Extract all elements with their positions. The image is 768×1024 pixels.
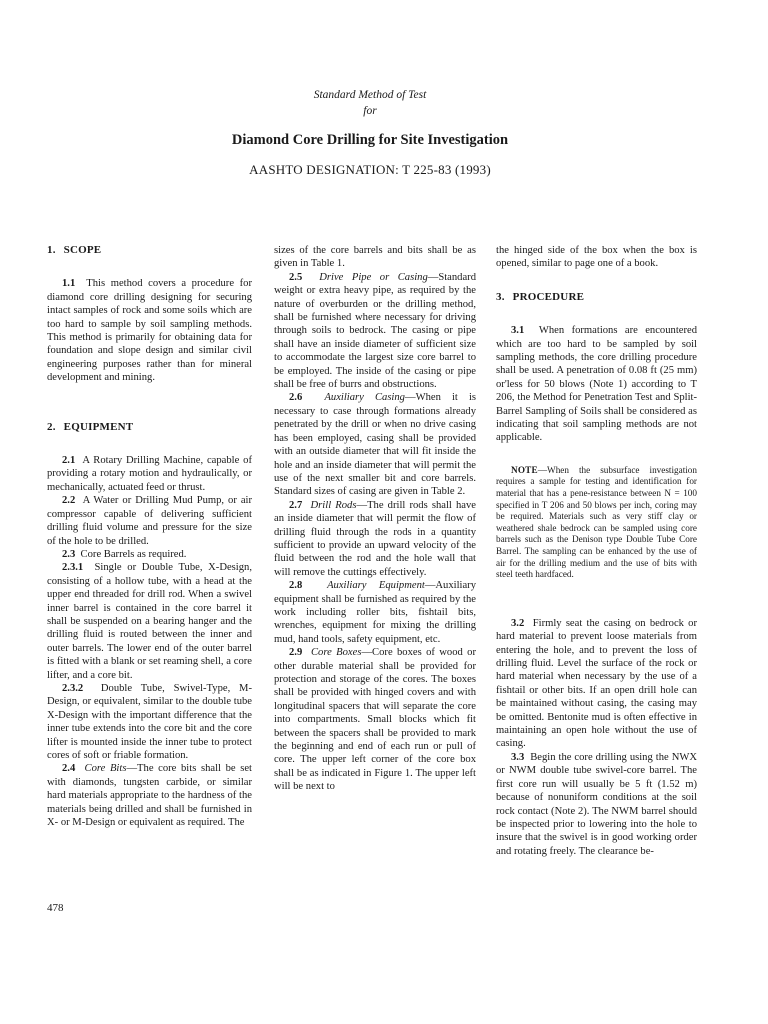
column-2 <box>274 244 476 794</box>
page-number: 478 <box>47 902 64 914</box>
paragraph-2-9: 2.9 Core Boxes—Core boxes of wood or other durable material shall be provided for protection and storage of the cores. The boxes shall be provided with hinged covers and with longitudinal spacers that will separate the core into compartments. Small blocks which fit between the spacers shall be provided to mark the beginning and end of each run or pull of core. The upper left corner of the core box shall be as indicated in Figure 1. The upper left will be next to <box>274 647 477 793</box>
paragraph-2-5: 2.5 Drive Pipe or Casing—Standard weight or extra heavy pipe, as required by the nature of overburden or the drilling method, shall be furnished where necessary for driving through soils to bedrock. The casing or pipe shall have an inside diameter of sufficient size to accommodate the largest size core barrel to be employed. The inside of the casing or pipe shall be free of burrs and obstructions. <box>274 271 477 391</box>
paragraph-1-1: 1.1 This method covers a procedure for diamond core drilling designing for securing intact samples of rock and some soils which are too hard to sample by soil sampling methods. This method is primarily for obtaining data for foundation and slope design and similar civil engineering purposes rather than for mineral development and mining. <box>47 278 252 384</box>
header-for: for <box>363 105 377 117</box>
paragraph-2-6: 2.6 Auxiliary Casing—When it is necessary to case through formations already penetrated by the drill or when no drive casing has been employed, casing shall be provided with an outside diameter that will fit inside the hole and an inside diameter that will permit the use of the next smaller bit and core barrels. Standard sizes of casing are given in Table 2. <box>274 392 477 498</box>
paragraph-2-2: 2.2 A Water or Drilling Mud Pump, or air compressor capable of delivering sufficient drilling fluid volume and pressure for the size of the hole to be drilled. <box>47 495 252 547</box>
paragraph-3-3: 3.3 Begin the core drilling using the NWX or NWM double tube swivel-core barrel. The first core run will usually be 5 ft (1.52 m) because of nonuniform conditions at the soil rock contact (Note 2). The NWM barrel should be inspected prior to lowering into the hole to insure that the swivel is in good working order and rotating freely. The clearance be- <box>496 751 697 857</box>
paragraph-2-8: 2.8 Auxiliary Equipment—Auxiliary equipment shall be furnished as required by the work including roller bits, fishtail bits, wrenches, equipment for mixing the drilling mud, hand tools, safety equipment, etc. <box>274 580 477 645</box>
paragraph-2-3: 2.3 Core Barrels as required. <box>62 548 187 560</box>
column-1 <box>47 244 252 829</box>
paragraph-2-3-1: 2.3.1 Single or Double Tube, X-Design, consisting of a hollow tube, with a head at the upper end threaded for drill rod. When a swivel inner barrel is contained in the core barrel it shall be suspended on a bearing hanger and the drilling fluid is routed between the inner and outer barrels. The lower end of the outer barrel is fitted with a blank or set reaming shell, a core lifter, and a core bit. <box>47 562 252 681</box>
header-standard-method: Standard Method of Test <box>313 89 427 101</box>
document-title: Diamond Core Drilling for Site Investigation <box>231 132 509 148</box>
section-heading-scope: 1. SCOPE <box>47 244 102 256</box>
note-1: NOTE—When the subsurface investigation requires a sample for testing and identification for material that has a pene-resistance between N = 100 specified in T 206 and 50 blows per inch, coring may be required. Materials such as very stiff clay or weathered shale bedrock can be sampled using core barrels such as the Denison type Double Tube Core Barrel. The sampling can be enhanced by the use of air for the drilling medium and the use of bits with steel teeth hardfaced. <box>496 464 697 580</box>
paragraph-3-1: 3.1 When formations are encountered which are too hard to be sampled by soil sampling methods, the core drilling procedure shall be used. A penetration of 0.08 ft (25 mm) or'less for 50 blows (Note 1) according to T 206, the Method for Penetration Test and Split-Barrel Sampling of Soils shall be considered as indicating that soil sampling methods are not applicable. <box>496 325 697 444</box>
section-heading-equipment: 2. EQUIPMENT <box>47 420 134 433</box>
paragraph-2-9-continued: the hinged side of the box when the box is opened, similar to page one of a book. <box>496 245 697 270</box>
paragraph-2-4-continued: sizes of the core barrels and bits shall be as given in Table 1. <box>274 245 476 270</box>
paragraph-2-4: 2.4 Core Bits—The core bits shall be set with diamonds, tungsten carbide, or similar hard materials appropriate to the hardness of the materials being drilled and shall be furnished in X- or M-Design or equivalent as required. The <box>47 763 253 829</box>
paragraph-2-7: 2.7 Drill Rods—The drill rods shall have an inside diameter that will permit the flow of drilling fluid through the rods in a quantity sufficient to provide an upward velocity of the fluid between the rod and the hole wall that will remove the cuttings effectively. <box>274 499 476 578</box>
paragraph-3-2: 3.2 Firmly seat the casing on bedrock or hard material to prevent loose materials from entering the hole, and to prevent the loss of drilling fluid. Level the surface of the rock or hard material when necessary by the use of a fishtail or other bits. If an open drill hole can be maintained without casing, the casing may be omitted. Bentonite mud is often effective in maintaining an open hole without the use of casing. <box>496 617 698 750</box>
column-3 <box>496 244 697 858</box>
section-heading-procedure: 3. PROCEDURE <box>496 290 585 303</box>
paragraph-2-3-2: 2.3.2 Double Tube, Swivel-Type, M-Design, or equivalent, similar to the double tube X-Design with the important difference that the inner tube extends into the core bit and the core lifter is mounted inside the inner tube to protect cores of soft or friable formation. <box>47 682 253 761</box>
paragraph-2-1: 2.1 A Rotary Drilling Machine, capable of providing a rotary motion and hydraulically, or mechanically, actuated feed or thrust. <box>47 455 252 493</box>
aashto-designation: AASHTO DESIGNATION: T 225-83 (1993) <box>249 162 491 177</box>
